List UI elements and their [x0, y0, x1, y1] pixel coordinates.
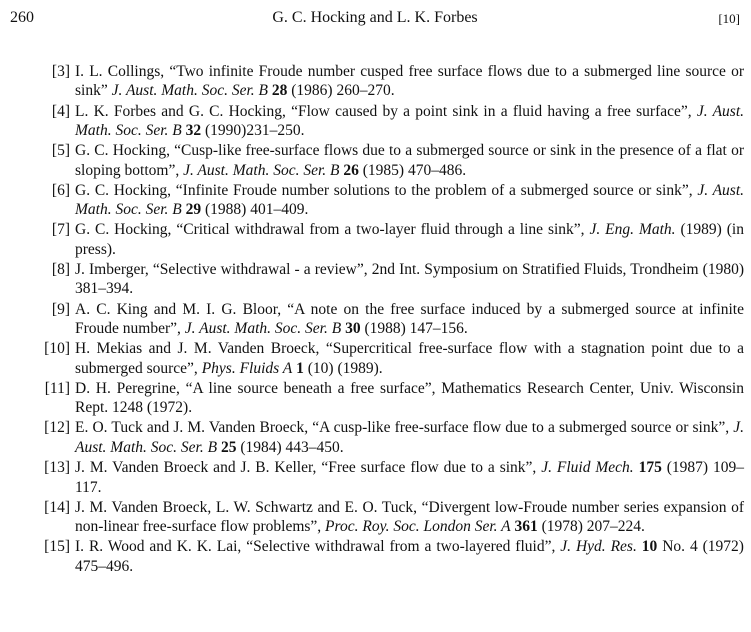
reference-item [32, 62, 744, 101]
reference-segment: D. H. Peregrine, “A line source beneath a free surface”, Mathematics Research Center, Univ. Wisconsin Rept. 1248 (1972). [75, 379, 744, 417]
volume-number: 26 [343, 161, 359, 179]
volume-number: 32 [185, 122, 202, 140]
reference-number: [7] [51, 221, 70, 239]
reference-text [75, 141, 744, 180]
running-header [10, 2, 740, 32]
journal-name: Proc. Roy. Soc. London Ser. A [325, 518, 511, 536]
reference-text [75, 300, 744, 339]
reference-item [32, 339, 744, 378]
reference-segment: (1988) 147–156. [360, 320, 468, 338]
reference-text [75, 181, 744, 220]
journal-name: J. Aust. Math. Soc. Ser. B [111, 82, 269, 100]
volume-number: 175 [638, 459, 662, 477]
reference-segment: (1989) (in press). [75, 221, 744, 258]
reference-segment: (1984) 443–450. [236, 438, 344, 456]
reference-item [32, 102, 744, 141]
reference-segment: J. M. Vanden Broeck, L. W. Schwartz and E. O. Tuck, “Divergent low-Froude number series expansion of non-linear free-surface flow problems”, [75, 498, 744, 536]
journal-name: J. Aust. Math. Soc. Ser. B [75, 419, 744, 456]
reference-number: [12] [44, 419, 70, 437]
reference-number: [11] [44, 379, 70, 397]
reference-text [75, 339, 744, 378]
reference-number: [10] [44, 340, 70, 358]
reference-segment: (1986) 260–270. [287, 82, 395, 100]
volume-number: 30 [345, 320, 361, 338]
reference-item [32, 181, 744, 220]
reference-segment: G. C. Hocking, “Infinite Froude number solutions to the problem of a submerged source or sink”, [75, 181, 698, 199]
reference-segment: J. Imberger, “Selective withdrawal - a review”, 2nd Int. Symposium on Stratified Fluids, Trondheim (1980) 381–394. [75, 261, 744, 298]
reference-text [75, 379, 744, 418]
reference-segment: (10) (1989). [303, 359, 383, 377]
reference-segment: G. C. Hocking, “Cusp-like free-surface flows due to a submerged source or sink in the presence of a flat or sloping bottom”, [75, 142, 744, 179]
reference-number: [8] [51, 261, 70, 279]
reference-item [32, 220, 744, 259]
volume-number: 28 [271, 82, 288, 100]
reference-number: [15] [44, 538, 70, 556]
reference-segment: J. M. Vanden Broeck and J. B. Keller, “Free surface flow due to a sink”, [75, 459, 542, 477]
reference-segment: L. K. Forbes and G. C. Hocking, “Flow caused by a point sink in a fluid having a free surface”, [75, 102, 697, 120]
reference-item [32, 141, 744, 180]
reference-text [75, 220, 744, 259]
reference-segment: (1987) 109–117. [75, 459, 745, 496]
journal-name: J. Fluid Mech. [541, 459, 634, 477]
reference-item [32, 458, 744, 497]
volume-number: 25 [220, 438, 237, 456]
reference-segment: (1985) 470–486. [358, 161, 467, 179]
reference-number: [3] [51, 63, 70, 80]
reference-item [32, 418, 744, 457]
reference-item [32, 300, 744, 339]
reference-segment: I. R. Wood and K. K. Lai, “Selective withdrawal from a two-layered fluid”, [75, 538, 561, 556]
reference-text [75, 102, 744, 141]
reference-number: [14] [44, 498, 70, 516]
reference-number: [6] [51, 181, 70, 199]
reference-number: [13] [44, 459, 70, 477]
reference-segment: I. L. Collings, “Two infinite Froude number cusped free surface flows due to a submerged line source or sink” [75, 63, 744, 100]
reference-text [75, 260, 744, 299]
reference-text [75, 62, 744, 101]
reference-segment: A. C. King and M. I. G. Bloor, “A note on the free surface induced by a submerged source at infinite Froude number”, [75, 300, 744, 338]
reference-segment: H. Mekias and J. M. Vanden Broeck, “Supercritical free-surface flow with a stagnation point due to a submerged source”, [75, 340, 744, 377]
journal-name: J. Aust. Math. Soc. Ser. B [183, 161, 340, 179]
reference-segment: E. O. Tuck and J. M. Vanden Broeck, “A cusp-like free-surface flow due to a submerged source or sink”, [75, 419, 734, 437]
reference-text [75, 498, 744, 537]
volume-number: 10 [641, 538, 658, 556]
reference-list [32, 62, 744, 576]
journal-name: J. Aust. Math. Soc. Ser. B [75, 102, 745, 140]
reference-segment: G. C. Hocking, “Critical withdrawal from a two-layer fluid through a line sink”, [75, 221, 590, 239]
journal-name: Phys. Fluids A [201, 359, 293, 377]
reference-item [32, 260, 744, 299]
journal-name: J. Eng. Math. [589, 221, 676, 239]
reference-segment: (1978) 207–224. [537, 518, 645, 536]
page-number: 260 [10, 9, 34, 26]
reference-text [75, 418, 744, 457]
reference-segment: (1990)231–250. [201, 122, 305, 140]
volume-number: 1 [296, 359, 304, 377]
reference-segment: No. 4 (1972) 475–496. [75, 538, 744, 575]
journal-name: J. Hyd. Res. [560, 538, 637, 556]
reference-number: [5] [51, 142, 70, 160]
reference-item [32, 379, 744, 418]
reference-number: [4] [51, 102, 70, 120]
reference-item [32, 537, 744, 576]
reference-item [32, 498, 744, 537]
reference-text [75, 458, 744, 497]
reference-number: [9] [51, 300, 70, 318]
journal-name: J. Aust. Math. Soc. Ser. B [184, 320, 342, 338]
journal-name: J. Aust. Math. Soc. Ser. B [75, 181, 745, 219]
reference-segment: (1988) 401–409. [201, 201, 309, 219]
section-number: [10] [718, 11, 740, 26]
reference-text [75, 537, 744, 576]
volume-number: 29 [185, 201, 202, 219]
volume-number: 361 [514, 518, 538, 536]
running-head-authors: G. C. Hocking and L. K. Forbes [272, 9, 478, 26]
